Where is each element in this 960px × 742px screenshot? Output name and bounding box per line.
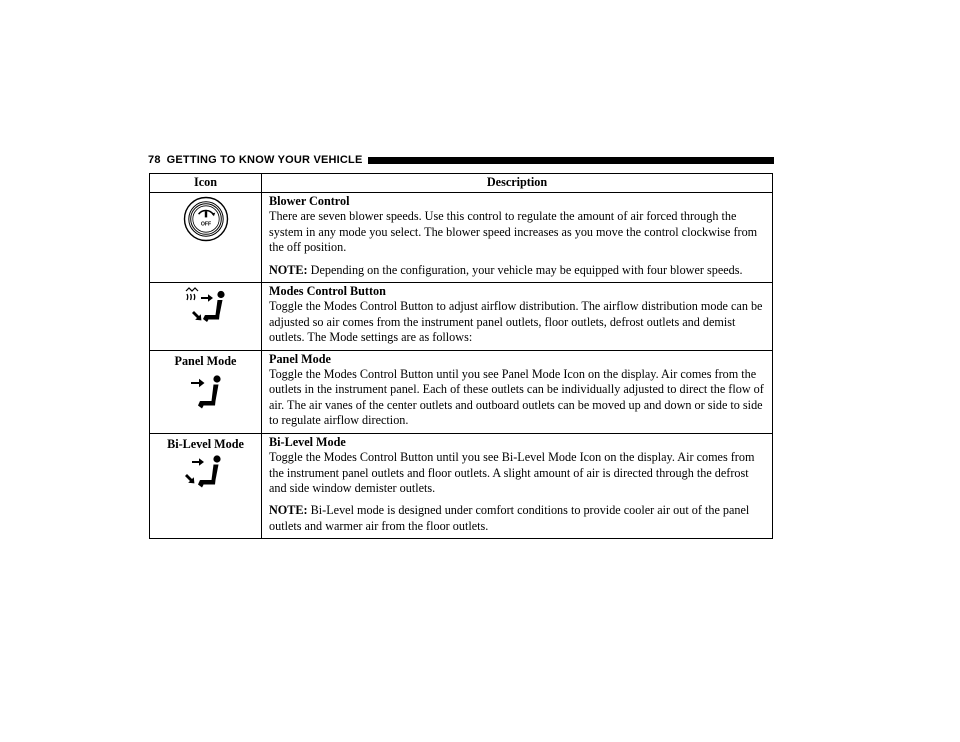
row-body: Toggle the Modes Control Button until you see Panel Mode Icon on the display. Air comes from the outlets in the instrument panel. Each of these outlets can be individually adjusted to direct the flow of air. The air vanes of the center outlets and outboard outlets can be moved up and down or side to side to regulate airflow direction. [269,367,764,428]
row-note [269,263,769,278]
table-row-modes-control [150,283,773,351]
blower-knob-icon [183,196,229,242]
column-header-icon: Icon [150,174,262,193]
icon-cell [150,350,262,433]
note-label: NOTE: [269,262,308,277]
table-row-bi-level-mode [150,433,773,538]
mode-label: Bi-Level Mode [167,436,244,451]
panel-mode-icon [183,371,229,415]
climate-controls-table [149,173,773,539]
knob-off-label: OFF [200,221,211,228]
icon-cell [150,193,262,283]
page-number: 78 [148,154,161,166]
page-header [148,153,774,167]
modes-control-icon [181,286,231,330]
column-header-description: Description [262,174,773,193]
icon-cell [150,433,262,538]
row-title: Panel Mode [269,351,331,366]
bi-level-mode-icon [181,454,231,490]
row-title: Bi-Level Mode [269,434,346,449]
row-note [269,503,769,534]
description-cell [262,283,773,351]
section-title: GETTING TO KNOW YOUR VEHICLE [166,154,363,166]
row-body: Toggle the Modes Control Button to adjust airflow distribution. The airflow distribution mode can be adjusted so air comes from the instrument panel outlets, floor outlets, defrost outlets and demist outlets. The Mode settings are as follows: [269,299,763,345]
header-rule [368,157,774,164]
description-cell [262,193,773,283]
row-title: Modes Control Button [269,284,386,299]
icon-cell [150,283,262,351]
page-header-text [148,154,363,166]
note-text: Depending on the configuration, your vehicle may be equipped with four blower speeds. [310,262,743,277]
table-header-row [150,174,773,193]
note-label: NOTE: [269,503,308,518]
note-text: Bi-Level mode is designed under comfort conditions to provide cooler air out of the panel outlets and warmer air from the floor outlets. [269,503,750,533]
table-row-blower-control [150,193,773,283]
table-row-panel-mode [150,350,773,433]
description-cell [262,350,773,433]
row-body: There are seven blower speeds. Use this control to regulate the amount of air forced through the system in any mode you select. The blower speed increases as you move the control clockwise from the off position. [269,209,758,255]
row-title: Blower Control [269,194,350,208]
description-cell [262,433,773,538]
row-body: Toggle the Modes Control Button until you see Bi-Level Mode Icon on the display. Air comes from the instrument panel outlets and floor outlets. A slight amount of air is directed through the defrost and side window demister outlets. [269,450,755,495]
mode-label: Panel Mode [174,353,237,368]
